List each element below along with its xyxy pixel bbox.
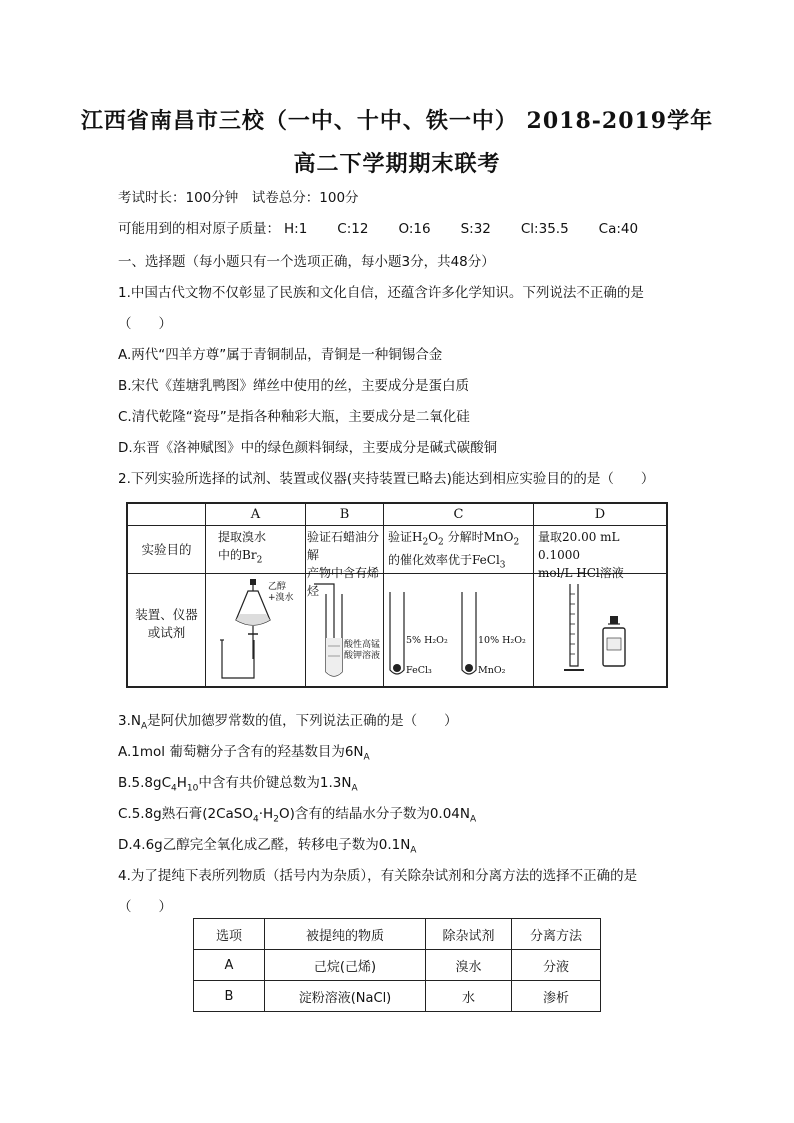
table-header-cell: 除杂试剂 xyxy=(426,919,512,950)
q3-option-c: C.5.8g熟石膏$(2CaSO_4\cdot H_2O)$含有的结晶水分子数为$0.04N_A$ xyxy=(118,806,477,825)
atomic-mass-c: C:12 xyxy=(337,221,369,237)
table-cell: 水 xyxy=(426,981,512,1012)
exam-info: 考试时长：100分钟 试卷总分：100分 xyxy=(118,190,359,206)
q1-stem: 1.中国古代文物不仅彰显了民族和文化自信，还蕴含许多化学知识。下列说法不正确的是 xyxy=(118,285,644,301)
test-tube-icon xyxy=(306,574,382,684)
tube-label: 酸性高锰 酸钾溶液 xyxy=(344,640,381,661)
q1-option-d: D.东晋《洛神赋图》中的绿色颜料铜绿，主要成分是碱式碳酸铜 xyxy=(118,440,498,456)
exp-corner xyxy=(128,504,206,526)
exp-apparatus-b xyxy=(306,574,384,686)
c-left-top-label: 5% H₂O₂ xyxy=(406,635,448,646)
q1-option-b: B.宋代《莲塘乳鸭图》缂丝中使用的丝，主要成分是蛋白质 xyxy=(118,378,470,394)
paper-title-line2: 高二下学期期末联考 xyxy=(293,151,501,177)
section-heading: 一、选择题（每小题只有一个选项正确，每小题3分，共48分） xyxy=(118,254,495,270)
q4-stem: 4.为了提纯下表所列物质（括号内为杂质），有关除杂试剂和分离方法的选择不正确的是 xyxy=(118,868,638,884)
table-row xyxy=(194,950,601,981)
exp-apparatus-d xyxy=(534,574,666,686)
exp-col-d: D xyxy=(534,504,666,526)
exp-col-b: B xyxy=(306,504,384,526)
atomic-mass-s: S:32 xyxy=(460,221,491,237)
atomic-mass-line xyxy=(118,217,668,237)
atomic-mass-o: O:16 xyxy=(398,221,431,237)
exp-purpose-b: 验证石蜡油分解 产物中含有烯烃 xyxy=(306,526,384,574)
exp-col-c: C xyxy=(384,504,534,526)
exp-col-a: A xyxy=(206,504,306,526)
q1-option-a: A.两代“四羊方尊”属于青铜制品，青铜是一种铜锡合金 xyxy=(118,347,443,363)
table-header-cell: 分离方法 xyxy=(512,919,601,950)
exp-apparatus-a xyxy=(206,574,306,686)
table-cell: 淀粉溶液(NaCl) xyxy=(265,981,426,1012)
q1-paren: （ ） xyxy=(118,316,172,332)
q3-option-a: A.1mol 葡萄糖分子含有的羟基数目为$6N_A$ xyxy=(118,744,370,763)
q4-paren: （ ） xyxy=(118,899,172,915)
exp-apparatus-c xyxy=(384,574,534,686)
table-row xyxy=(194,981,601,1012)
table-header-cell: 被提纯的物质 xyxy=(265,919,426,950)
atomic-mass-ca: Ca:40 xyxy=(598,221,639,237)
table-cell: A xyxy=(194,950,265,981)
table-cell: 渗析 xyxy=(512,981,601,1012)
funnel-label: 乙醇 +溴水 xyxy=(268,582,294,603)
table-header-row xyxy=(194,919,601,950)
graduated-cylinder-icon xyxy=(534,574,664,684)
c-right-bottom-label: MnO₂ xyxy=(478,665,506,676)
exp-row-purpose-label: 实验目的 xyxy=(128,526,206,574)
c-left-bottom-label: FeCl₃ xyxy=(406,665,432,676)
q1-option-c: C.清代乾隆“瓷母”是指各种釉彩大瓶，主要成分是二氧化硅 xyxy=(118,409,470,425)
table-cell: B xyxy=(194,981,265,1012)
purification-table xyxy=(193,918,601,1012)
q3-stem: $3.N_A$是阿伏加德罗常数的值，下列说法正确的是（ ） xyxy=(118,713,458,732)
exp-row-apparatus-label: 装置、仪器 或试剂 xyxy=(128,574,206,686)
atomic-mass-cl: Cl:35.5 xyxy=(520,221,569,237)
q2-stem: 2.下列实验所选择的试剂、装置或仪器(夹持装置已略去)能达到相应实验目的的是（ ） xyxy=(118,471,655,487)
atomic-mass-h: H:1 xyxy=(284,221,308,237)
paper-title-line1: 江西省南昌市三校（一中、十中、铁一中） 2018-2019学年 xyxy=(80,108,714,134)
q3-option-b: $B.5.8gC_4H_{10}$中含有共价键总数为$1.3N_A$ xyxy=(118,775,358,794)
table-cell: 分液 xyxy=(512,950,601,981)
table-header-cell: 选项 xyxy=(194,919,265,950)
table-cell: 溴水 xyxy=(426,950,512,981)
experiment-table xyxy=(126,502,668,688)
c-right-top-label: 10% H₂O₂ xyxy=(478,635,526,646)
exp-purpose-a: 提取溴水 中的$Br_2$ xyxy=(206,526,306,574)
exp-purpose-d: 量取20.00 mL 0.1000 mol/L HCl溶液 xyxy=(534,526,666,574)
q3-option-d: D.4.6g乙醇完全氧化成乙醛，转移电子数为$0.1N_A$ xyxy=(118,837,417,856)
atomic-mass-label: 可能用到的相对原子质量： xyxy=(118,221,280,237)
table-cell: 己烷(己烯) xyxy=(265,950,426,981)
exp-purpose-c: 验证$H_2O_2$ 分解时MnO$_2$ 的催化效率优于FeCl$_3$ xyxy=(384,526,534,574)
